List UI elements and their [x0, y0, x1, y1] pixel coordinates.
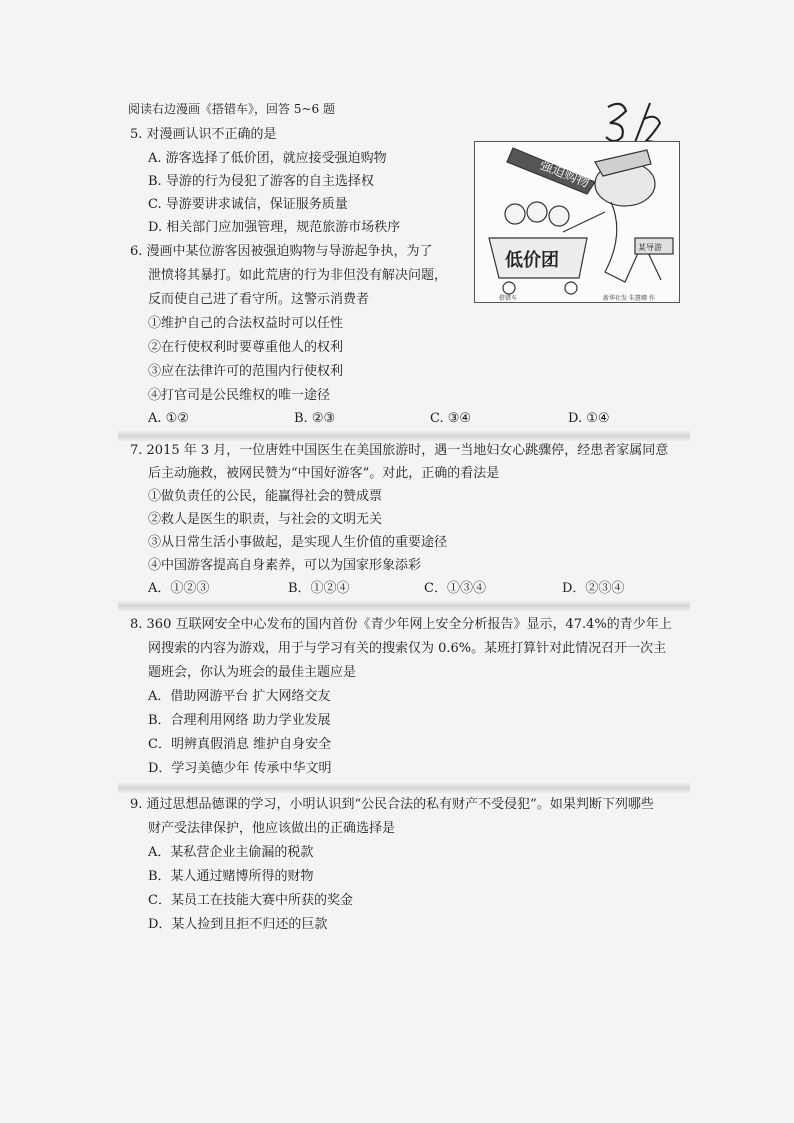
q9-stem-line1: 9. 通过思想品德课的学习，小明认识到“公民合法的私有财产不受侵犯”。如果判断下列哪些 [130, 797, 654, 812]
cartoon-caption-left: 搭错车 [499, 295, 518, 302]
q7-item-4: ④中国游客提高自身素养，可以为国家形象添彩 [148, 558, 422, 573]
intro-text: 阅读右边漫画《搭错车》，回答 5~6 题 [128, 102, 335, 116]
q7-choice-b[interactable]: B．①②④ [288, 581, 350, 596]
q7-choice-a[interactable]: A．①②③ [148, 581, 210, 596]
q6-choice-c[interactable]: C. ③④ [430, 411, 472, 426]
q6-item-1: ①维护自己的合法权益时可以任性 [148, 316, 344, 331]
q8-option-d[interactable]: D．学习美德少年 传承中华文明 [148, 761, 332, 776]
q6-item-3: ③应在法律许可的范围内行使权利 [148, 364, 344, 379]
q7-item-2: ②救人是医生的职责，与社会的文明无关 [148, 512, 383, 527]
q6-item-2: ②在行使权利时要尊重他人的权利 [148, 340, 344, 355]
q8-stem-line1: 8. 360 互联网安全中心发布的国内首份《青少年网上安全分析报告》显示，47.4%的青少年上 [130, 617, 672, 632]
q9-option-c[interactable]: C．某员工在技能大赛中所获的奖金 [148, 893, 353, 908]
cartoon-image [474, 141, 680, 303]
q7-choice-d[interactable]: D．②③④ [562, 581, 625, 596]
q5-option-d[interactable]: D. 相关部门应加强管理，规范旅游市场秩序 [148, 220, 401, 235]
q6-choice-d[interactable]: D. ①④ [568, 411, 610, 426]
q7-stem-line1: 7. 2015 年 3 月，一位唐姓中国医生在美国旅游时，遇一当地妇女心跳骤停，经患者家属同意 [130, 443, 669, 458]
q5-option-c[interactable]: C. 导游要讲求诚信，保证服务质量 [148, 197, 348, 212]
q8-stem-line2: 网搜索的内容为游戏，用于与学习有关的搜索仅为 0.6%。某班打算针对此情况召开一次主 [148, 641, 667, 656]
q6-stem-line2: 泄愤将其暴打。如此荒唐的行为非但没有解决问题， [148, 268, 448, 283]
q7-item-3: ③从日常生活小事做起，是实现人生价值的重要途径 [148, 535, 448, 550]
q7-choice-c[interactable]: C．①③④ [424, 581, 486, 596]
q6-stem-line3: 反而使自己进了看守所。这警示消费者 [148, 292, 370, 307]
q8-option-a[interactable]: A．借助网游平台 扩大网络交友 [148, 689, 331, 704]
section-divider [118, 430, 690, 442]
q9-stem-line2: 财产受法律保护，他应该做出的正确选择是 [148, 821, 396, 836]
q6-choice-b[interactable]: B. ②③ [294, 411, 336, 426]
q6-item-4: ④打官司是公民维权的唯一途径 [148, 388, 331, 403]
q5-stem: 5. 对漫画认识不正确的是 [130, 127, 277, 142]
cartoon-guide-text: 某导游 [638, 243, 662, 252]
section-divider [118, 600, 690, 612]
cartoon-caption-right: 新华社发 朱慧卿 作 [603, 295, 655, 302]
q9-option-b[interactable]: B．某人通过赌博所得的财物 [148, 869, 314, 884]
q5-option-a[interactable]: A. 游客选择了低价团，就应接受强迫购物 [148, 151, 387, 166]
cartoon-bubble-text: 强迫购物 [537, 157, 592, 192]
q7-item-1: ①做负责任的公民，能赢得社会的赞成票 [148, 489, 383, 504]
q9-option-d[interactable]: D．某人捡到且拒不归还的巨款 [148, 917, 328, 932]
q7-stem-line2: 后主动施救，被网民赞为“中国好游客”。对此，正确的看法是 [148, 466, 500, 481]
q9-option-a[interactable]: A．某私营企业主偷漏的税款 [148, 845, 314, 860]
q8-stem-line3: 题班会，你认为班会的最佳主题应是 [148, 665, 357, 680]
q6-choice-a[interactable]: A. ①② [148, 411, 189, 426]
q6-stem-line1: 6. 漫画中某位游客因被强迫购物与导游起争执，为了 [130, 244, 433, 259]
q8-option-b[interactable]: B．合理利用网络 助力学业发展 [148, 713, 331, 728]
q5-option-b[interactable]: B. 导游的行为侵犯了游客的自主选择权 [148, 174, 374, 189]
cartoon-cart-text: 低价团 [505, 250, 559, 271]
section-divider [118, 782, 690, 794]
q8-option-c[interactable]: C．明辨真假消息 维护自身安全 [148, 737, 332, 752]
